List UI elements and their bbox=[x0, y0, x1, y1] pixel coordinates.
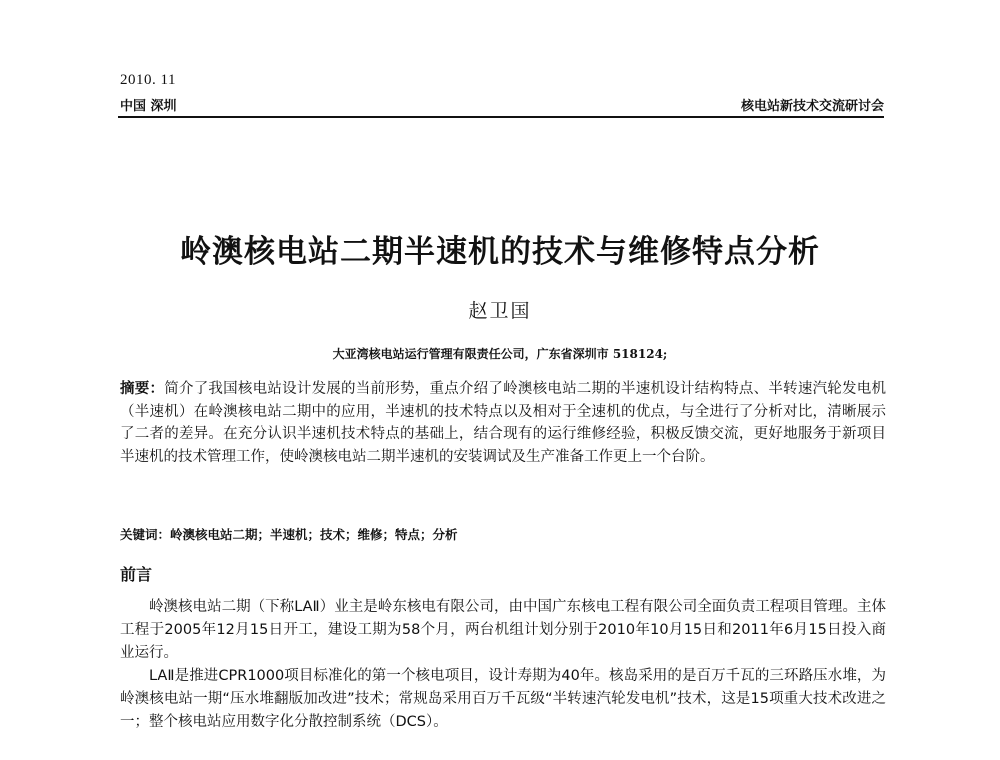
keywords-text: 岭澳核电站二期；半速机；技术；维修；特点；分析 bbox=[170, 527, 458, 542]
body-text bbox=[120, 596, 886, 734]
section-heading: 前言 bbox=[120, 565, 153, 584]
body-paragraph: LAⅡ是推进CPR1000项目标准化的第一个核电项目，设计寿期为40年。核岛采用的是百万千瓦的三环路压水堆，为岭澳核电站一期“压水堆翻版加改进”技术；常规岛采用百万千瓦级“半转速汽轮发电机”技术，这是15项重大技术改进之一；整个核电站应用数字化分散控制系统（DCS）。 bbox=[120, 668, 886, 730]
header-place: 中国 深圳 bbox=[120, 99, 177, 114]
header-conference: 核电站新技术交流研讨会 bbox=[740, 99, 884, 114]
abstract-label: 摘要： bbox=[120, 381, 165, 397]
header-date: 2010. 11 bbox=[120, 72, 176, 88]
header-divider bbox=[118, 116, 884, 118]
body-paragraph: 岭澳核电站二期（下称LAⅡ）业主是岭东核电有限公司，由中国广东核电工程有限公司全面负责工程项目管理。主体工程于2005年12月15日开工，建设工期为58个月，两台机组计划分别于2010年10月15日和2011年6月15日投入商业运行。 bbox=[120, 599, 886, 661]
keywords bbox=[120, 525, 886, 543]
abstract bbox=[120, 378, 886, 468]
paper-title: 岭澳核电站二期半速机的技术与维修特点分析 bbox=[180, 234, 820, 270]
paper-author: 赵卫国 bbox=[468, 300, 532, 322]
paper-affiliation: 大亚湾核电站运行管理有限责任公司，广东省深圳市 518124; bbox=[332, 347, 668, 361]
keywords-label: 关键词： bbox=[120, 527, 171, 542]
abstract-text: 简介了我国核电站设计发展的当前形势，重点介绍了岭澳核电站二期的半速机设计结构特点、半转速汽轮发电机（半速机）在岭澳核电站二期中的应用，半速机的技术特点以及相对于全速机的优点，与全进行了分析对比，清晰展示了二者的差异。在充分认识半速机技术特点的基础上，结合现有的运行维修经验，积极反馈交流，更好地服务于新项目半速机的技术管理工作，使岭澳核电站二期半速机的安装调试及生产准备工作更上一个台阶。 bbox=[120, 381, 887, 465]
